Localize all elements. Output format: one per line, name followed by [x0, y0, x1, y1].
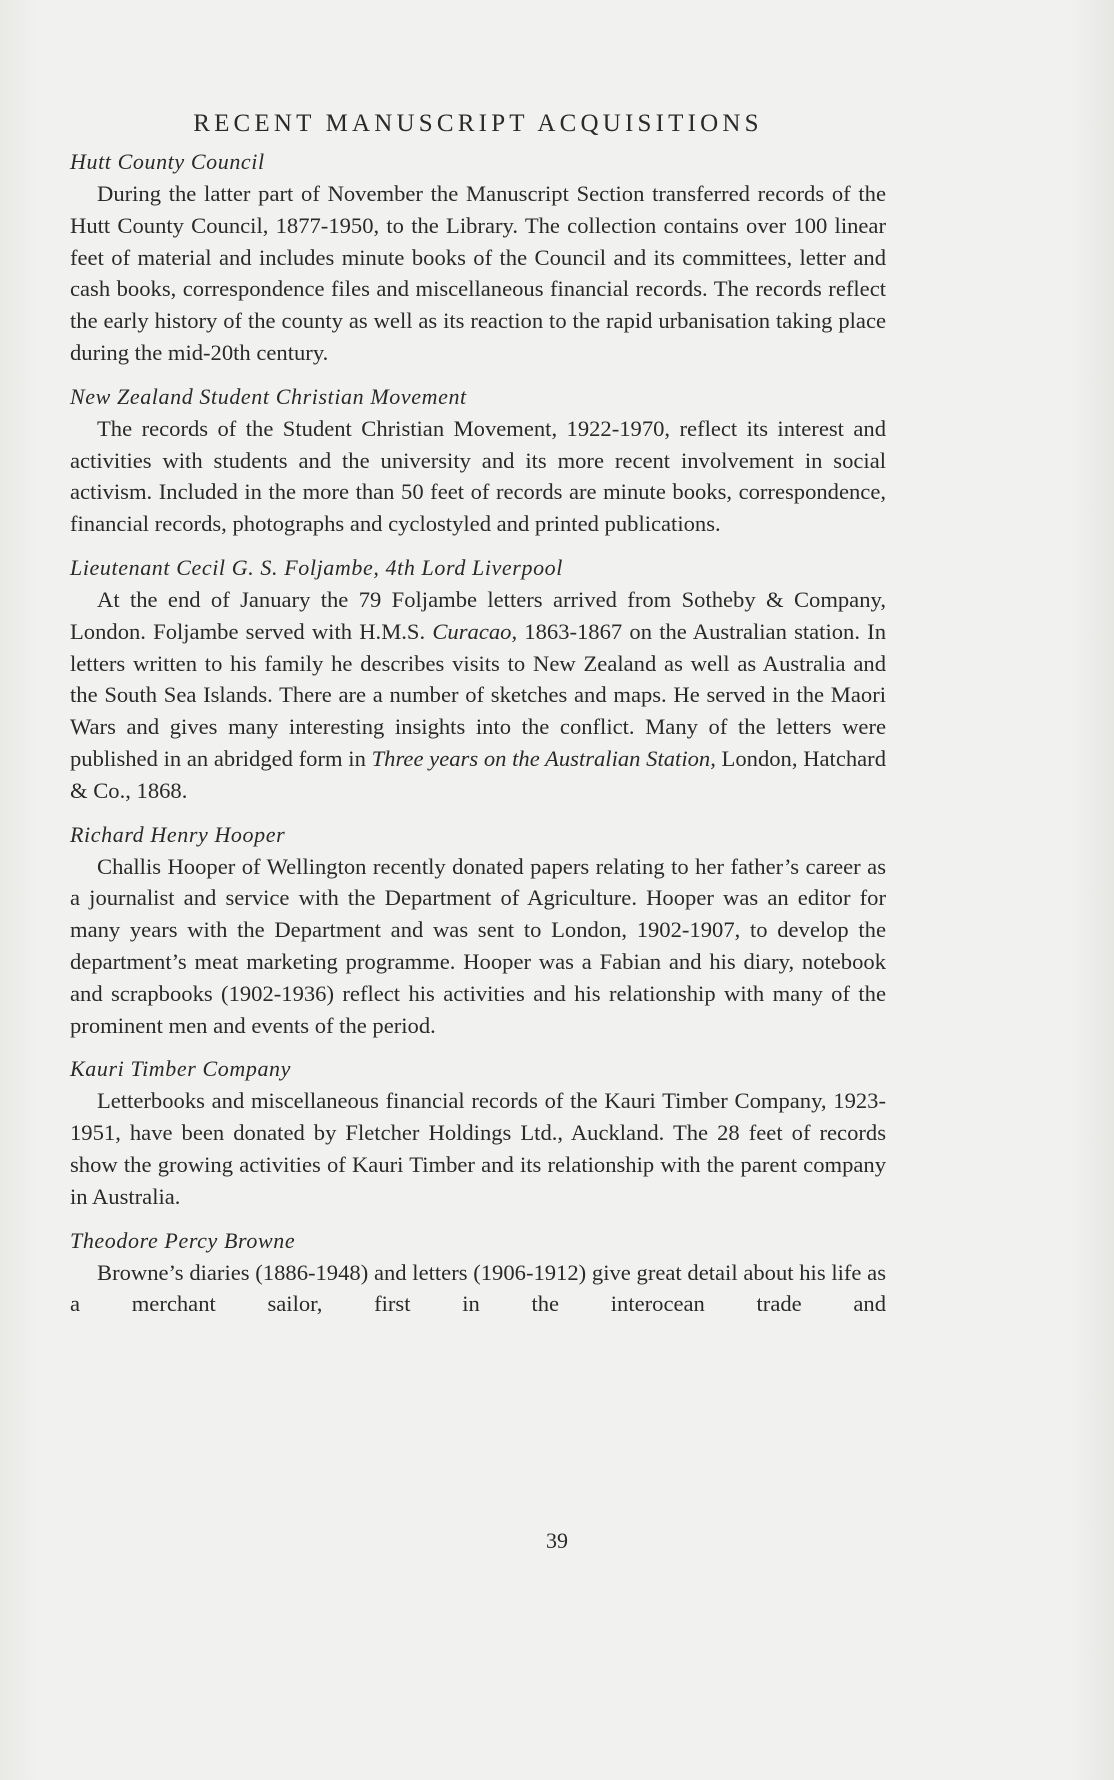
book-title: Three years on the Australian Station,: [371, 745, 716, 771]
entry-title: Hutt County Council: [70, 149, 265, 174]
entry-title: Kauri Timber Company: [70, 1056, 292, 1082]
entry-title: Lieutenant Cecil G. S. Foljambe, 4th Lord Liverpool: [70, 554, 563, 580]
entry-foljambe: [70, 552, 886, 807]
text-column: [70, 108, 886, 1332]
entry-browne: [70, 1225, 886, 1321]
entry-title: Richard Henry Hooper: [70, 821, 286, 847]
page-number: 39: [546, 1528, 568, 1553]
entry-text: [70, 584, 886, 807]
page-heading: RECENT MANUSCRIPT ACQUISITIONS: [193, 110, 763, 137]
entry-text-part: London, Hatchard & Co., 1868.: [70, 745, 887, 803]
entry-title: New Zealand Student Christian Movement: [70, 383, 467, 409]
entry-hutt-county-council: [70, 146, 886, 369]
entry-text: The records of the Student Christian Movement, 1922-1970, reflect its interest and activities with students and the university and its more recent involvement in social activism. Included in the more than 50 feet of records are minute books, correspondence, financial records, photographs and cyclostyled and printed publications.: [70, 415, 886, 537]
entry-hooper: [70, 819, 886, 1042]
entry-text-part: 1863-1867 on the Australian station. In letters written to his family he describes visits to New Zealand as well as Australia and the South Sea Islands. There are a number of sketches and maps. He served in the Maori Wars and gives many interesting insights into the conflict. Many of the letters were published in an abridged form in: [70, 618, 886, 771]
entry-title: Theodore Percy Browne: [70, 1227, 296, 1253]
entry-text-part: At the end of January the 79 Foljambe letters arrived from Sotheby & Company, London. Foljambe served with H.M.S.: [70, 586, 886, 644]
entry-text: Challis Hooper of Wellington recently donated papers relating to her father’s career as a journalist and service with the Department of Agriculture. Hooper was an editor for many years with the Department and was sent to London, 1902-1907, to develop the department’s meat marketing programme. Hooper was a Fabian and his diary, notebook and scrapbooks (1902-1936) reflect his activities and his relationship with many of the prominent men and events of the period.: [70, 853, 886, 1038]
entry-student-christian-movement: [70, 381, 886, 540]
ship-name: Curacao,: [432, 618, 518, 644]
entry-text: Letterbooks and miscellaneous financial records of the Kauri Timber Company, 1923-1951, have been donated by Fletcher Holdings Ltd., Auckland. The 28 feet of records show the growing activities of Kauri Timber and its relationship with the parent company in Australia.: [70, 1088, 886, 1209]
entry-kauri-timber: [70, 1053, 886, 1212]
entry-text: During the latter part of November the Manuscript Section transferred records of the Hutt County Council, 1877-1950, to the Library. The collection contains over 100 linear feet of material and includes minute books of the Council and its committees, letter and cash books, correspondence files and miscellaneous financial records. The records reflect the early history of the county as well as its reaction to the rapid urbanisation taking place during the mid-20th century.: [70, 181, 886, 365]
entry-text: Browne’s diaries (1886-1948) and letters (1906-1912) give great detail about his life as a merchant sailor, first in the interocean trade and: [70, 1259, 886, 1317]
